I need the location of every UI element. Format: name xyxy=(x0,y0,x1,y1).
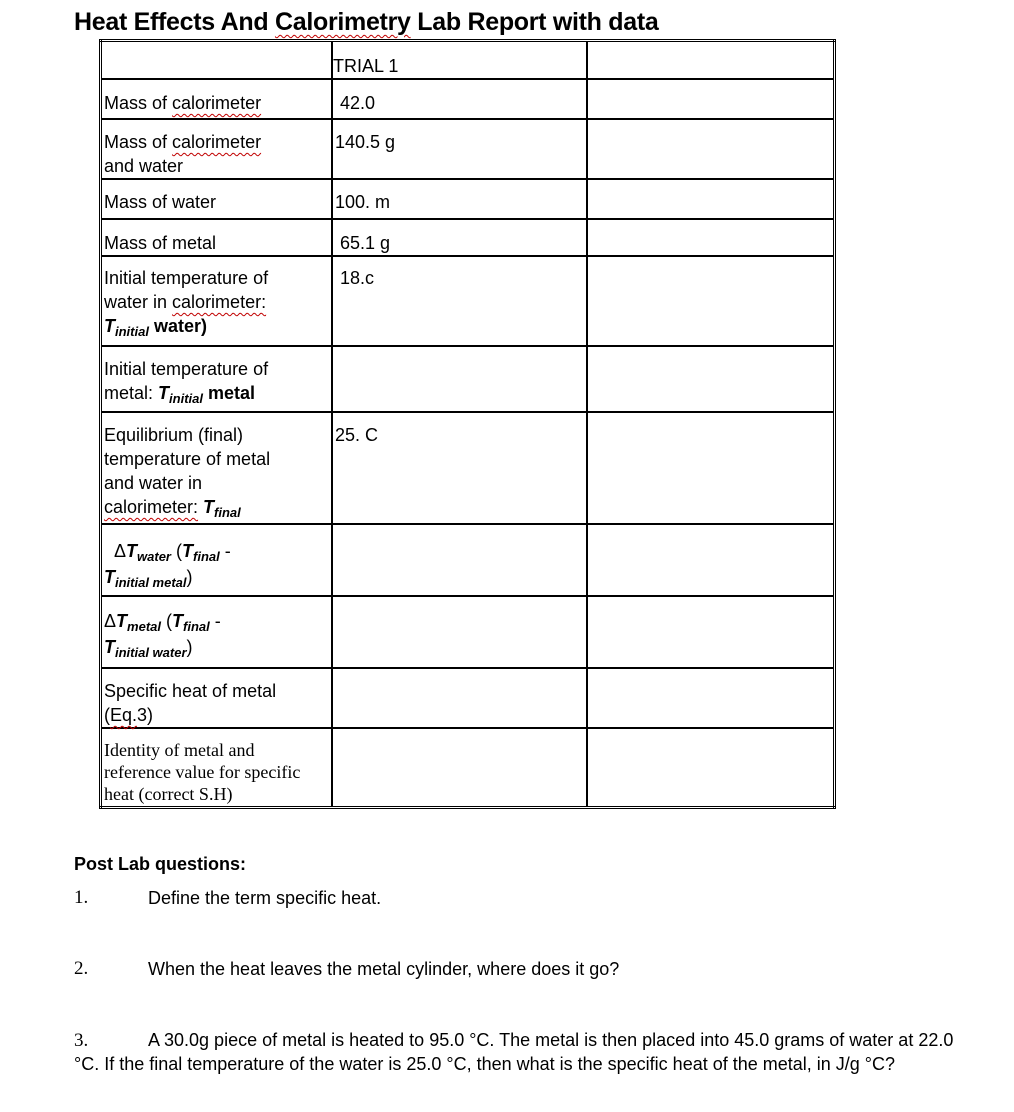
row-label xyxy=(101,596,333,668)
label-text: and water in xyxy=(104,473,203,493)
subscript: final xyxy=(193,549,220,564)
row-value xyxy=(332,596,587,668)
symbol-t: T xyxy=(126,541,138,561)
row-value xyxy=(332,668,587,728)
label-text: water) xyxy=(153,316,207,336)
page-title xyxy=(74,8,659,37)
row-empty xyxy=(587,728,835,807)
row-value: 100. m xyxy=(332,179,587,219)
row-value xyxy=(332,346,587,412)
row-label xyxy=(101,346,333,412)
table-row xyxy=(101,524,835,596)
row-empty xyxy=(587,596,835,668)
row-empty xyxy=(587,668,835,728)
paren: ( xyxy=(176,541,183,561)
label-text: metal: xyxy=(104,383,154,403)
table-row xyxy=(101,728,835,807)
label-text: Initial temperature of xyxy=(104,359,269,379)
label-text: Initial temperature of xyxy=(104,268,269,288)
row-label xyxy=(101,728,333,807)
label-text: Equilibrium (final) xyxy=(104,425,244,445)
dash: - xyxy=(224,541,231,561)
title-text-1: Heat Effects And xyxy=(74,8,269,36)
paren: ( xyxy=(104,705,110,725)
row-value: 42.0 xyxy=(332,79,587,119)
row-empty xyxy=(587,119,835,179)
delta-symbol: Δ xyxy=(114,541,127,561)
row-empty xyxy=(587,219,835,256)
post-lab-heading: Post Lab questions: xyxy=(74,854,247,874)
label-text: 3) xyxy=(137,705,154,725)
row-empty xyxy=(587,412,835,524)
header-trial-1 xyxy=(332,41,587,80)
table-row xyxy=(101,346,835,412)
row-empty xyxy=(587,256,835,346)
label-text: temperature of metal xyxy=(104,449,271,469)
delta-symbol: Δ xyxy=(104,611,117,631)
row-empty xyxy=(587,79,835,119)
row-label xyxy=(101,79,333,119)
symbol-t: T xyxy=(172,611,184,631)
row-label xyxy=(101,524,333,596)
row-label xyxy=(101,256,333,346)
title-text-2: Calorimetry xyxy=(274,8,411,36)
subscript: final xyxy=(214,505,241,520)
table-row xyxy=(101,596,835,668)
row-label xyxy=(101,119,333,179)
subscript: final xyxy=(183,619,210,634)
dash: - xyxy=(214,611,221,631)
row-value: 140.5 g xyxy=(332,119,587,179)
label-text: Eq. xyxy=(110,705,138,725)
table-row xyxy=(101,119,835,179)
row-empty xyxy=(587,179,835,219)
label-text: and water xyxy=(104,156,184,176)
symbol-t: T xyxy=(116,611,128,631)
row-value: 65.1 g xyxy=(332,219,587,256)
table-row xyxy=(101,668,835,728)
row-value: 25. C xyxy=(332,412,587,524)
label-text: calorimeter: xyxy=(172,292,267,312)
symbol-t: T xyxy=(104,316,115,336)
data-table xyxy=(99,39,836,809)
question-3-number: 3. xyxy=(74,1030,89,1051)
label-text: water in xyxy=(104,292,168,312)
row-label xyxy=(101,668,333,728)
subscript: initial metal xyxy=(115,575,187,590)
paren: ) xyxy=(186,637,193,657)
paren: ( xyxy=(166,611,173,631)
label-text: calorimeter: xyxy=(104,497,199,517)
trial-1-label: TRIAL 1 xyxy=(333,56,399,76)
table-row xyxy=(101,79,835,119)
row-empty xyxy=(587,524,835,596)
table-row xyxy=(101,256,835,346)
symbol-t: T xyxy=(158,383,170,403)
header-cell-1 xyxy=(101,41,333,80)
symbol-t: T xyxy=(104,637,115,657)
label-text: heat (correct S.H) xyxy=(104,784,233,804)
paren: ) xyxy=(186,567,193,587)
header-cell-3 xyxy=(587,41,835,80)
label-text: metal xyxy=(208,383,256,403)
row-label xyxy=(101,412,333,524)
label-text: Specific heat of metal xyxy=(104,681,277,701)
question-3-text: A 30.0g piece of metal is heated to 95.0 °C. The metal is then placed into 45.0 grams of water at 22.0 °C. If the final temperature of the water is 25.0 °C, then what is the specific heat of the metal, in J/g °C? xyxy=(74,1030,954,1074)
symbol-t: T xyxy=(203,497,215,517)
table-row xyxy=(101,219,835,256)
row-value: 18.c xyxy=(332,256,587,346)
label-text: calorimeter xyxy=(172,93,262,113)
subscript: initial xyxy=(169,391,203,406)
title-text-3: Lab Report with data xyxy=(417,8,659,36)
label-text: Mass of xyxy=(104,93,168,113)
label-text: calorimeter xyxy=(172,132,262,152)
row-empty xyxy=(587,346,835,412)
row-value xyxy=(332,728,587,807)
symbol-t: T xyxy=(182,541,194,561)
subscript: water xyxy=(137,549,171,564)
question-1-text: Define the term specific heat. xyxy=(148,888,382,908)
question-3 xyxy=(74,1028,954,1076)
table-row xyxy=(101,179,835,219)
question-2-text: When the heat leaves the metal cylinder, where does it go? xyxy=(148,959,620,979)
table-row xyxy=(101,412,835,524)
subscript: metal xyxy=(127,619,161,634)
row-value xyxy=(332,524,587,596)
question-2-number: 2. xyxy=(74,958,89,979)
row-label: Mass of metal xyxy=(101,219,333,256)
subscript: initial water xyxy=(115,645,187,660)
symbol-t: T xyxy=(104,567,115,587)
label-text: Identity of metal and xyxy=(104,740,255,760)
table-header-row xyxy=(101,41,835,80)
subscript: initial xyxy=(115,324,149,339)
question-1-number: 1. xyxy=(74,887,89,908)
label-text: Mass of xyxy=(104,132,168,152)
label-text: reference value for specific xyxy=(104,762,301,782)
row-label: Mass of water xyxy=(101,179,333,219)
